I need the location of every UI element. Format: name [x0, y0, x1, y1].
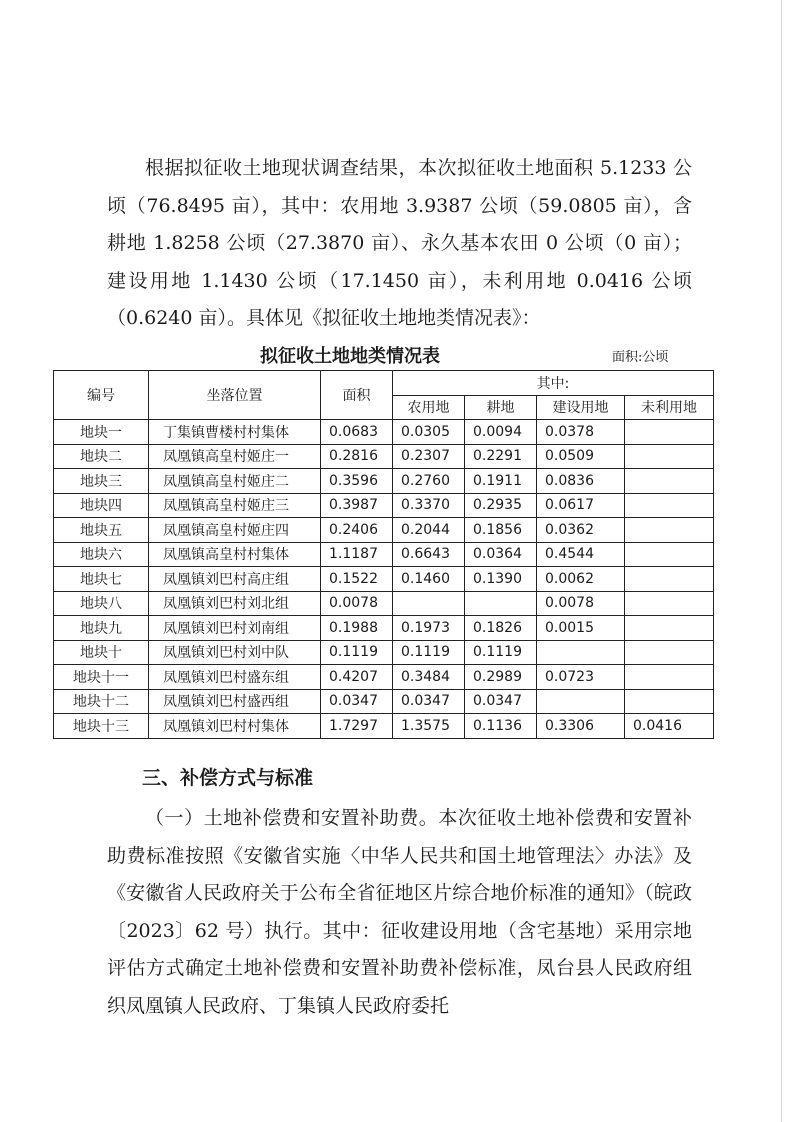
cell-id: 地块三: [54, 469, 149, 494]
cell-construction: [537, 640, 625, 665]
page-edge-line: [781, 0, 782, 1122]
cell-farmland: 0.6643: [393, 542, 465, 567]
cell-id: 地块五: [54, 518, 149, 543]
cell-farmland: 0.0305: [393, 420, 465, 445]
cell-farmland: [393, 591, 465, 616]
cell-construction: 0.0378: [537, 420, 625, 445]
cell-construction: 0.0617: [537, 493, 625, 518]
cell-cultivated: 0.1856: [465, 518, 537, 543]
cell-location: 凤凰镇刘巴村高庄组: [149, 567, 321, 592]
cell-farmland: 1.3575: [393, 714, 465, 739]
section-heading: 三、补偿方式与标准: [142, 767, 314, 789]
cell-location: 凤凰镇高皇村姬庄四: [149, 518, 321, 543]
table-title: 拟征收土地地类情况表: [260, 346, 440, 367]
cell-area: 1.7297: [321, 714, 393, 739]
cell-area: 0.0683: [321, 420, 393, 445]
cell-farmland: 0.1119: [393, 640, 465, 665]
cell-location: 凤凰镇刘巴村盛西组: [149, 689, 321, 714]
cell-id: 地块十二: [54, 689, 149, 714]
table-caption: [0, 342, 793, 368]
cell-farmland: 0.2307: [393, 444, 465, 469]
table-row: [54, 469, 714, 494]
cell-farmland: 0.1460: [393, 567, 465, 592]
cell-location: 凤凰镇高皇村姬庄三: [149, 493, 321, 518]
cell-id: 地块六: [54, 542, 149, 567]
header-id: 编号: [54, 371, 149, 420]
table-row: [54, 444, 714, 469]
table-row: [54, 665, 714, 690]
header-location: 坐落位置: [149, 371, 321, 420]
cell-area: 0.2406: [321, 518, 393, 543]
cell-construction: 0.0836: [537, 469, 625, 494]
cell-farmland: 0.1973: [393, 616, 465, 641]
cell-unused: [625, 616, 714, 641]
table-row: [54, 689, 714, 714]
cell-farmland: 0.3484: [393, 665, 465, 690]
cell-location: 凤凰镇高皇村村集体: [149, 542, 321, 567]
cell-construction: 0.0509: [537, 444, 625, 469]
table-row: [54, 420, 714, 445]
cell-cultivated: 0.1826: [465, 616, 537, 641]
cell-unused: [625, 640, 714, 665]
table-row: [54, 591, 714, 616]
cell-unused: [625, 689, 714, 714]
cell-location: 凤凰镇高皇村姬庄一: [149, 444, 321, 469]
table-row: [54, 714, 714, 739]
cell-area: 0.2816: [321, 444, 393, 469]
cell-area: 0.4207: [321, 665, 393, 690]
table-row: [54, 518, 714, 543]
cell-cultivated: 0.2291: [465, 444, 537, 469]
cell-id: 地块八: [54, 591, 149, 616]
header-unused: 未利用地: [625, 395, 714, 420]
header-group: 其中:: [393, 371, 714, 396]
table-row: [54, 542, 714, 567]
cell-area: 1.1187: [321, 542, 393, 567]
cell-location: 凤凰镇刘巴村刘中队: [149, 640, 321, 665]
cell-area: 0.1119: [321, 640, 393, 665]
cell-construction: 0.0062: [537, 567, 625, 592]
cell-location: 凤凰镇高皇村姬庄二: [149, 469, 321, 494]
cell-area: 0.1988: [321, 616, 393, 641]
cell-area: 0.0078: [321, 591, 393, 616]
cell-id: 地块九: [54, 616, 149, 641]
cell-cultivated: 0.0347: [465, 689, 537, 714]
cell-farmland: 0.3370: [393, 493, 465, 518]
land-classification-table: [53, 370, 714, 739]
header-area: 面积: [321, 371, 393, 420]
cell-location: 丁集镇曹楼村村集体: [149, 420, 321, 445]
table-row: [54, 493, 714, 518]
cell-unused: [625, 444, 714, 469]
cell-cultivated: 0.2989: [465, 665, 537, 690]
table-row: [54, 616, 714, 641]
cell-cultivated: 0.0094: [465, 420, 537, 445]
cell-cultivated: 0.0364: [465, 542, 537, 567]
cell-construction: 0.4544: [537, 542, 625, 567]
intro-paragraph: 根据拟征收土地现状调查结果，本次拟征收土地面积 5.1233 公顷（76.8495 亩），其中：农用地 3.9387 公顷（59.0805 亩），含耕地 1.8258 公顷（27.3870 亩）、永久基本农田 0 公顷（0 亩）；建设用地 1.1430 公顷（17.1450 亩），未利用地 0.0416 公顷（0.6240 亩）。具体见《拟征收土地地类情况表》：: [107, 157, 692, 329]
header-cultivated: 耕地: [465, 395, 537, 420]
table-row: [54, 567, 714, 592]
cell-unused: [625, 665, 714, 690]
cell-farmland: 0.2760: [393, 469, 465, 494]
cell-unused: [625, 567, 714, 592]
cell-construction: 0.0723: [537, 665, 625, 690]
cell-cultivated: [465, 591, 537, 616]
cell-location: 凤凰镇刘巴村刘南组: [149, 616, 321, 641]
cell-id: 地块十: [54, 640, 149, 665]
cell-unused: [625, 518, 714, 543]
cell-location: 凤凰镇刘巴村刘北组: [149, 591, 321, 616]
cell-area: 0.0347: [321, 689, 393, 714]
cell-area: 0.1522: [321, 567, 393, 592]
table-row: [54, 640, 714, 665]
cell-cultivated: 0.1119: [465, 640, 537, 665]
table-unit: 面积:公顷: [612, 350, 669, 365]
cell-unused: 0.0416: [625, 714, 714, 739]
cell-location: 凤凰镇刘巴村盛东组: [149, 665, 321, 690]
cell-unused: [625, 493, 714, 518]
cell-id: 地块一: [54, 420, 149, 445]
cell-unused: [625, 420, 714, 445]
header-farmland: 农用地: [393, 395, 465, 420]
cell-id: 地块七: [54, 567, 149, 592]
cell-construction: 0.0078: [537, 591, 625, 616]
cell-construction: 0.3306: [537, 714, 625, 739]
cell-id: 地块十三: [54, 714, 149, 739]
header-construction: 建设用地: [537, 395, 625, 420]
cell-unused: [625, 469, 714, 494]
cell-farmland: 0.2044: [393, 518, 465, 543]
cell-area: 0.3596: [321, 469, 393, 494]
cell-id: 地块二: [54, 444, 149, 469]
cell-construction: 0.0362: [537, 518, 625, 543]
cell-construction: [537, 689, 625, 714]
cell-unused: [625, 591, 714, 616]
cell-cultivated: 0.1911: [465, 469, 537, 494]
cell-cultivated: 0.1136: [465, 714, 537, 739]
cell-cultivated: 0.2935: [465, 493, 537, 518]
compensation-paragraph: （一）土地补偿费和安置补助费。本次征收土地补偿费和安置补助费标准按照《安徽省实施〈中华人民共和国土地管理法〉办法》及《安徽省人民政府关于公布全省征地区片综合地价标准的通知》（皖政〔2023〕62 号）执行。其中：征收建设用地（含宅基地）采用宗地评估方式确定土地补偿费和安置补助费补偿标准，凤台县人民政府组织凤凰镇人民政府、丁集镇人民政府委托: [107, 807, 692, 1017]
cell-area: 0.3987: [321, 493, 393, 518]
cell-construction: 0.0015: [537, 616, 625, 641]
cell-location: 凤凰镇刘巴村村集体: [149, 714, 321, 739]
cell-unused: [625, 542, 714, 567]
cell-id: 地块四: [54, 493, 149, 518]
cell-id: 地块十一: [54, 665, 149, 690]
cell-cultivated: 0.1390: [465, 567, 537, 592]
cell-farmland: 0.0347: [393, 689, 465, 714]
